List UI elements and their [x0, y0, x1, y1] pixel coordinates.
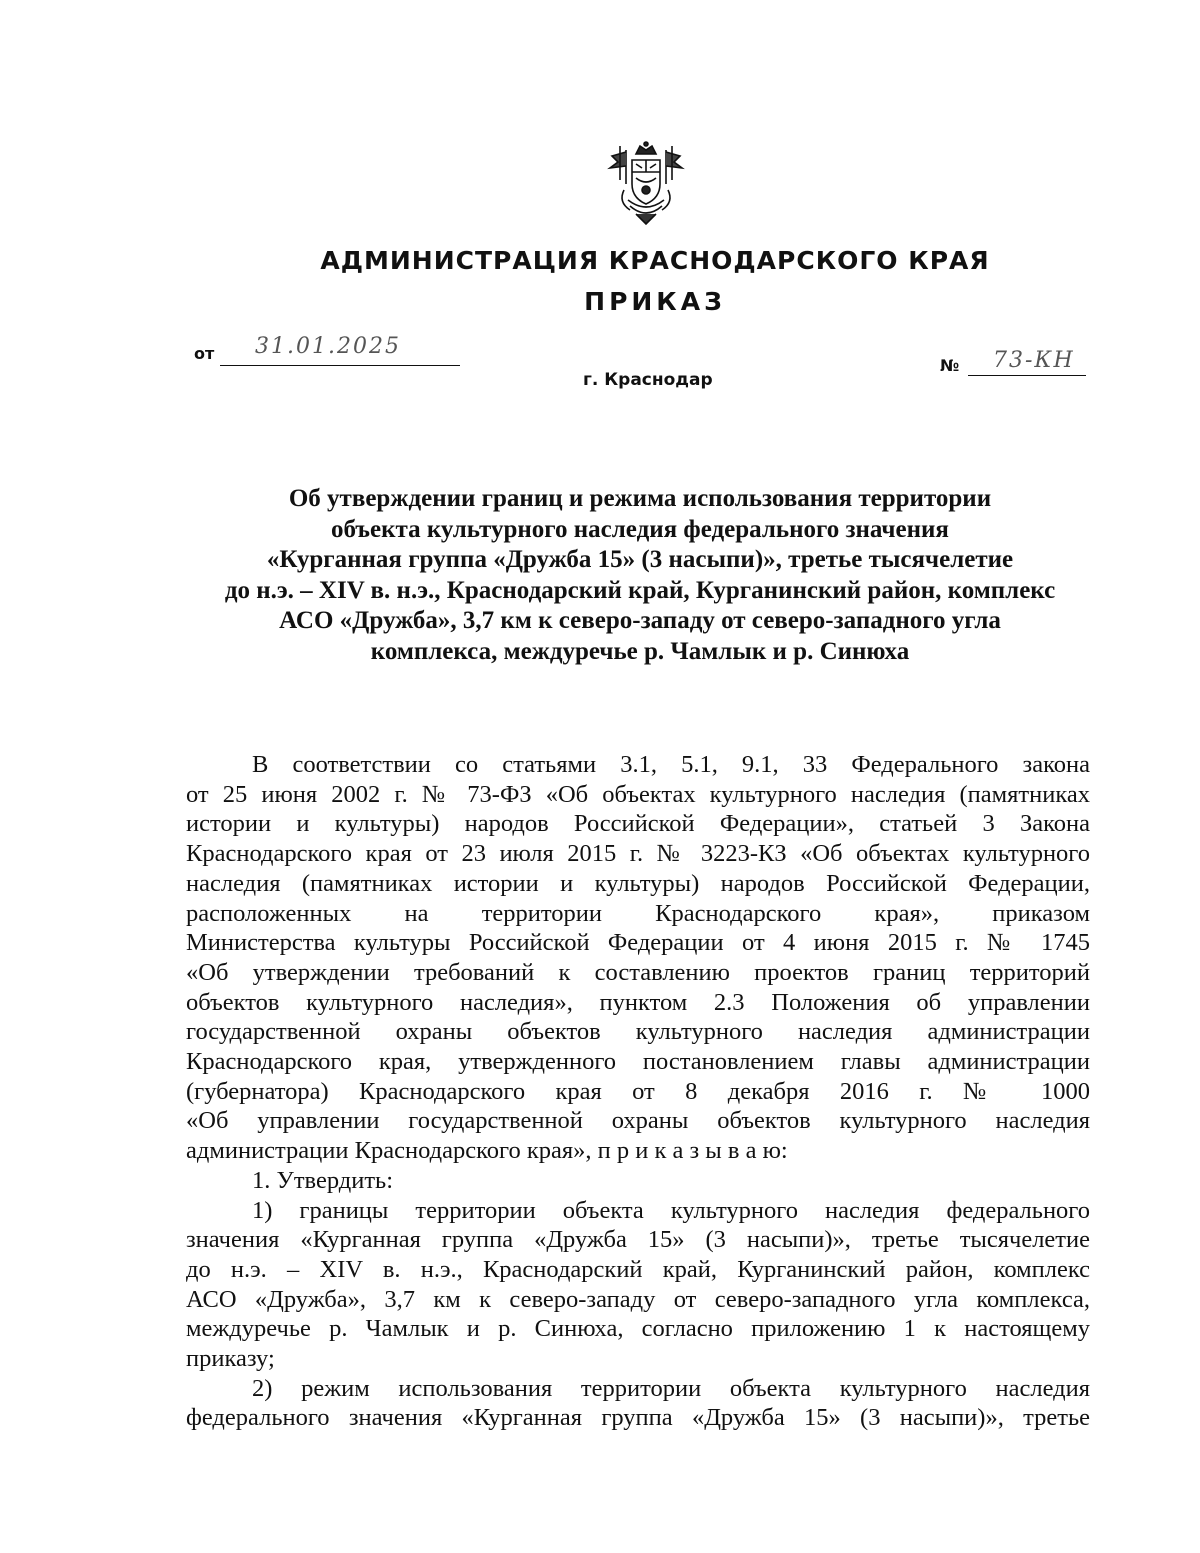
title-line: «Курганная группа «Дружба 15» (3 насыпи)», третье тысячелетие [266, 546, 1014, 573]
body-line: «Об управлении государственной охраны объектов культурного наследия [186, 1107, 1090, 1135]
number-label: № [940, 356, 960, 375]
date-label: от [194, 344, 215, 363]
handwritten-date: 31.01.2025 [255, 334, 401, 359]
document-body [186, 750, 1090, 1433]
document-type: ПРИКАЗ [584, 287, 726, 316]
body-line: В соответствии со статьями 3.1, 5.1, 9.1, 33 Федерального закона [252, 751, 1090, 778]
body-line: АСО «Дружба», 3,7 км к северо-западу от северо-западного угла комплекса, [186, 1285, 1090, 1313]
body-line: истории и культуры) народов Российской Федерации», статьей 3 Закона [186, 810, 1090, 838]
body-line: (губернатора) Краснодарского края от 8 декабря 2016 г. № 1000 [186, 1077, 1090, 1105]
date-underline [220, 365, 460, 366]
krasnodar-krai-coat-of-arms-icon [606, 140, 686, 226]
body-line: «Об утверждении требований к составлению проектов границ территорий [186, 958, 1090, 986]
document-title [180, 484, 1100, 667]
body-line: наследия (памятниках истории и культуры) народов Российской Федерации, [186, 869, 1090, 897]
body-line: государственной охраны объектов культурного наследия администрации [186, 1018, 1090, 1046]
handwritten-number: 73-КН [993, 348, 1075, 373]
body-line: значения «Курганная группа «Дружба 15» (3 насыпи)», третье тысячелетие [186, 1226, 1090, 1254]
body-line: приказу; [186, 1345, 275, 1373]
body-line: Министерства культуры Российской Федерации от 4 июня 2015 г. № 1745 [186, 929, 1090, 957]
city-name: г. Краснодар [583, 370, 713, 390]
organization-name: АДМИНИСТРАЦИЯ КРАСНОДАРСКОГО КРАЯ [320, 246, 990, 275]
body-line: Краснодарского края от 23 июля 2015 г. № 3223-КЗ «Об объектах культурного [186, 840, 1090, 868]
body-line: до н.э. – XIV в. н.э., Краснодарский край, Курганинский район, комплекс [186, 1255, 1090, 1283]
body-line: 1. Утвердить: [252, 1166, 394, 1194]
body-line: 2) режим использования территории объекта культурного наследия [252, 1374, 1090, 1402]
title-line: комплекса, междуречье р. Чамлык и р. Синюха [370, 637, 910, 665]
title-line: объекта культурного наследия федерального значения [331, 515, 949, 543]
title-line: Об утверждении границ и режима использования территории [288, 485, 992, 512]
body-line: от 25 июня 2002 г. № 73-ФЗ «Об объектах культурного наследия (памятниках [186, 780, 1090, 808]
body-line: администрации Краснодарского края», п р и к а з ы в а ю: [186, 1137, 788, 1165]
body-line: расположенных на территории Краснодарского края», приказом [186, 899, 1090, 927]
body-line: объектов культурного наследия», пунктом 2.3 Положения об управлении [186, 988, 1090, 1016]
title-line: до н.э. – XIV в. н.э., Краснодарский край, Курганинский район, комплекс [224, 576, 1056, 604]
body-line: Краснодарского края, утвержденного постановлением главы администрации [186, 1048, 1090, 1076]
title-line: АСО «Дружба», 3,7 км к северо-западу от северо-западного угла [279, 607, 1001, 634]
number-underline [968, 375, 1086, 376]
body-line: федерального значения «Курганная группа «Дружба 15» (3 насыпи)», третье [186, 1404, 1090, 1432]
body-line: междуречье р. Чамлык и р. Синюха, согласно приложению 1 к настоящему [186, 1315, 1090, 1343]
body-line: 1) границы территории объекта культурного наследия федерального [252, 1196, 1090, 1224]
